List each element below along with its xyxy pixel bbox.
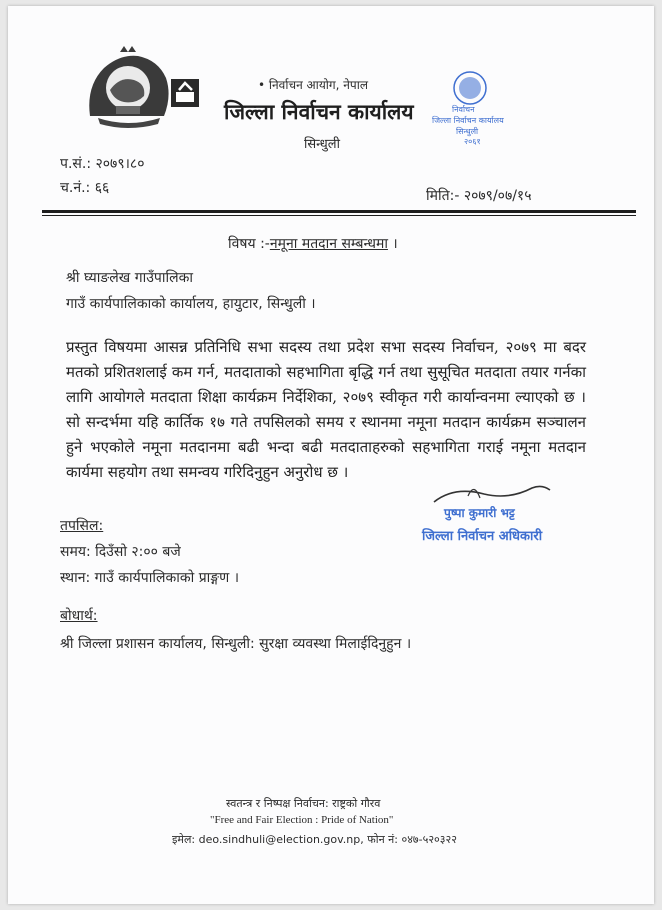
details-heading: तपसिल: [60,518,104,534]
addressee-name: श्री घ्याङलेख गाउँपालिका [66,270,193,286]
signatory-name: पुष्पा कुमारी भट्ट [444,506,515,520]
footer-motto-english: "Free and Fair Election : Pride of Nation" [210,814,394,826]
seal-text-2: जिल्ला निर्वाचन कार्यालय [432,116,504,125]
header-divider-thin [42,215,636,216]
header-divider [42,210,636,213]
office-name: जिल्ला निर्वाचन कार्यालय [224,100,414,124]
subject-line [228,234,398,253]
footer-contact: इमेल: deo.sindhuli@election.gov.np, फोन नं: ०४७-५२०३२२ [172,833,457,846]
letter-reference-number: प.सं.: २०७९।८० [60,156,145,172]
seal-text-4: २०६१ [464,137,481,146]
commission-name: निर्वाचन आयोग, नेपाल [268,78,368,92]
letter-date: मिति:- २०७९/०७/१५ [426,188,532,204]
ballot-box-icon [170,78,200,108]
letter-page: • निर्वाचन आयोग, नेपाल जिल्ला निर्वाचन कार्यालय सिन्धुली निर्वाचन जिल्ला निर्वाचन कार्यालय सिन्धुली २०६१ प.सं.: २०७९।८० च.नं.: ६६ मिति:- २०७९/०७/१५ विषय :-नमूना मतदान सम्बन्धमा । श्री घ्याङलेख गाउँपालिका गाउँ कार्यपालिकाको कार्यालय, हायुटार, सिन्धुली । प्रस्तुत विषयमा आसन्न प्रतिनिधि सभा सदस्य तथा प्रदेश सभा सदस्य निर्वाचन, २०७९ मा बदर मतको प्रशितशलाई कम गर्न, मतदाताको सहभागिता बृद्धि गर्न तथा सुसूचित मतदाता तयार गर्नका लागि आयोगले मतदाता शिक्षा कार्यक्रम निर्देशिका, २०७९ स्वीकृत गरी कार्यान्वनमा ल्याएको छ । सो सन्दर्भमा यहि कार्तिक १७ गते तपसिलको समय र स्थानमा नमूना मतदान कार्यक्रम सञ्चालन हुने भएकोले नमूना मतदानमा बढी भन्दा बढी मतदाताहरुको सहभागिता गराई नमूना मतदान कार्यमा सहयोग तथा समन्वय गरिदिनुहुन अनुरोध छ । पुष्पा कुमारी भट्ट जिल्ला निर्वाचन अधिकारी तपसिल: समय: दिउँसो २:०० बजे स्थान: गाउँ कार्यपालिकाको प्राङ्गण । बोधार्थ: श्री जिल्ला प्रशासन कार्यालय, सिन्धुली: सुरक्षा व्यवस्था मिलाईदिनुहुन । स्वतन्त्र र निष्पक्ष निर्वाचन: राष्ट्रको गौरव "Free and Fair Election : Pride of Nation" इमेल: deo.sindhuli@election.gov.np, फोन नं: ०४७-५२०३२२ [8,6,654,904]
footer-motto-nepali: स्वतन्त्र र निष्पक्ष निर्वाचन: राष्ट्रको गौरव [226,797,381,810]
subject-end: । [387,236,398,252]
program-time: समय: दिउँसो २:०० बजे [60,544,181,560]
signatory-title: जिल्ला निर्वाचन अधिकारी [422,529,543,544]
addressee-office: गाउँ कार्यपालिकाको कार्यालय, हायुटार, सिन्धुली । [66,296,316,312]
seal-text-1: निर्वाचन [452,105,475,114]
subject-label: विषय :- [228,236,270,252]
dispatch-number: च.नं.: ६६ [60,180,110,196]
program-place: स्थान: गाउँ कार्यपालिकाको प्राङ्गण । [60,570,240,586]
seal-text-3: सिन्धुली [456,127,479,136]
nepal-emblem-icon [80,46,176,128]
cc-heading: बोधार्थ: [60,608,98,624]
subject-text: नमूना मतदान सम्बन्धमा [269,236,388,252]
office-seal-icon [430,62,516,148]
letter-body: प्रस्तुत विषयमा आसन्न प्रतिनिधि सभा सदस्य तथा प्रदेश सभा सदस्य निर्वाचन, २०७९ मा बदर मतको प्रशितशलाई कम गर्न, मतदाताको सहभागिता बृद्धि गर्न तथा सुसूचित मतदाता तयार गर्नका लागि आयोगले मतदाता शिक्षा कार्यक्रम निर्देशिका, २०७९ स्वीकृत गरी कार्यान्वनमा ल्याएको छ । सो सन्दर्भमा यहि कार्तिक १७ गते तपसिलको समय र स्थानमा नमूना मतदान कार्यक्रम सञ्चालन हुने भएकोले नमूना मतदानमा बढी भन्दा बढी मतदाताहरुको सहभागिता गराई नमूना मतदान कार्यमा सहयोग तथा समन्वय गरिदिनुहुन अनुरोध छ । [66,338,586,481]
cc-recipient: श्री जिल्ला प्रशासन कार्यालय, सिन्धुली: सुरक्षा व्यवस्था मिलाईदिनुहुन । [60,636,412,652]
office-district: सिन्धुली [304,137,340,152]
